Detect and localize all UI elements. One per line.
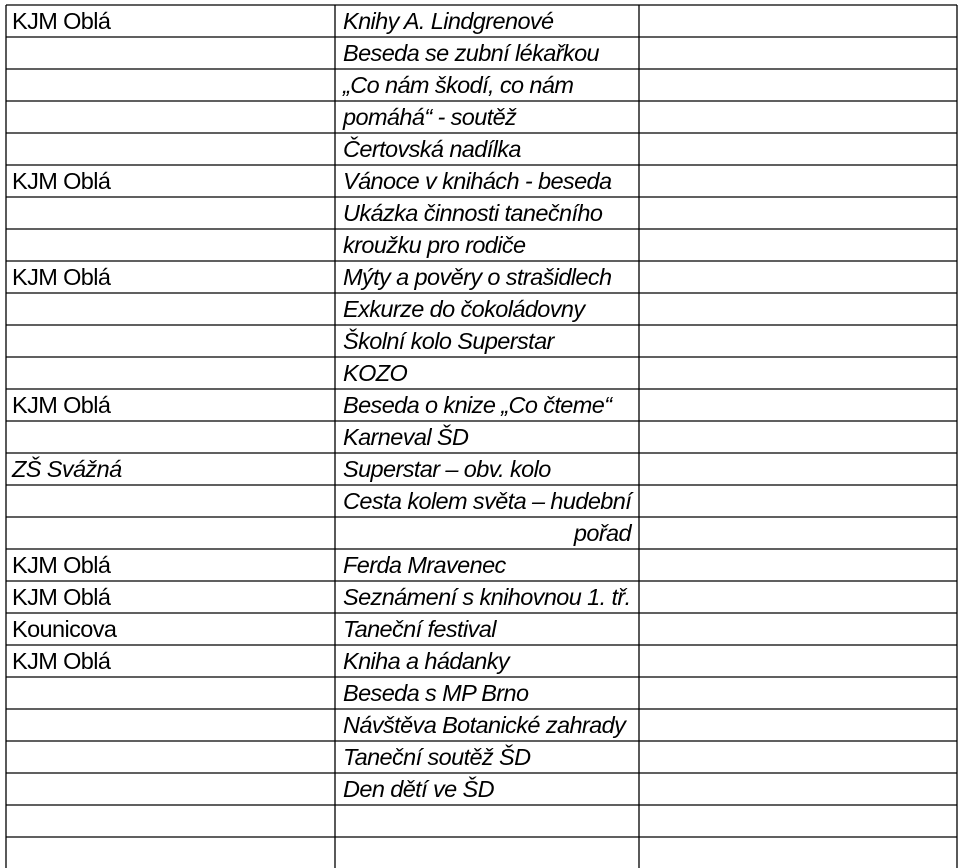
place-cell: KJM Oblá	[12, 552, 111, 578]
event-cell: Návštěva Botanické zahrady	[343, 712, 626, 738]
event-cell: Ukázka činnosti tanečního	[343, 200, 603, 226]
place-cell: KJM Oblá	[12, 168, 111, 194]
event-cell: Taneční festival	[343, 616, 496, 642]
event-cell: pořad	[573, 520, 631, 546]
place-cell: KJM Oblá	[12, 584, 111, 610]
event-cell: Den dětí ve ŠD	[343, 776, 494, 802]
event-cell: Taneční soutěž ŠD	[343, 744, 531, 770]
place-cell: KJM Oblá	[12, 264, 111, 290]
event-cell: Školní kolo Superstar	[343, 328, 554, 354]
event-cell: pomáhá“ - soutěž	[343, 104, 517, 130]
event-cell: Exkurze do čokoládovny	[343, 296, 585, 322]
event-cell: Kniha a hádanky	[343, 648, 510, 674]
event-cell: KOZO	[343, 360, 408, 386]
place-cell: KJM Oblá	[12, 8, 111, 34]
event-cell: Seznámení s knihovnou 1. tř.	[343, 584, 631, 610]
event-cell: Superstar – obv. kolo	[343, 456, 551, 482]
event-cell: kroužku pro rodiče	[343, 232, 526, 258]
event-cell: Beseda se zubní lékařkou	[343, 40, 600, 66]
event-cell: Beseda s MP Brno	[343, 680, 529, 706]
event-cell: Čertovská nadílka	[343, 136, 521, 162]
place-cell: Kounicova	[12, 616, 117, 642]
event-cell: Knihy A. Lindgrenové	[343, 8, 554, 34]
event-cell: Mýty a pověry o strašidlech	[343, 264, 612, 290]
event-cell: Ferda Mravenec	[343, 552, 506, 578]
event-cell: Karneval ŠD	[343, 424, 469, 450]
event-cell: „Co nám škodí, co nám	[343, 72, 574, 98]
event-cell: Vánoce v knihách - beseda	[343, 168, 612, 194]
place-cell: ZŠ Svážná	[12, 456, 122, 482]
event-cell: Beseda o knize „Co čteme“	[343, 392, 612, 418]
place-cell: KJM Oblá	[12, 392, 111, 418]
event-cell: Cesta kolem světa – hudební	[343, 488, 632, 514]
place-cell: KJM Oblá	[12, 648, 111, 674]
